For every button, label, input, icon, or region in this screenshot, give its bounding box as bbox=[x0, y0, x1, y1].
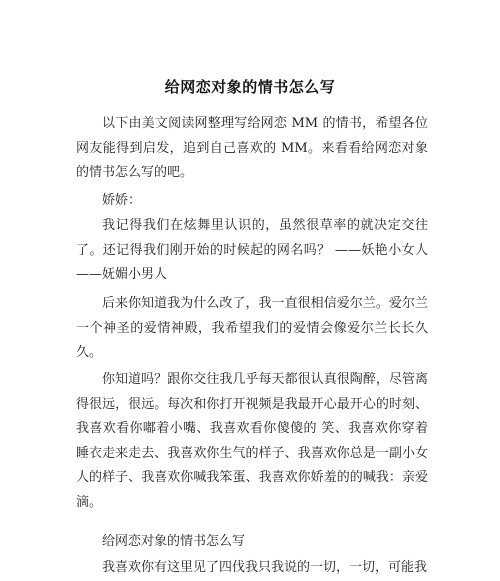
letter-paragraph-1: 我记得我们在炫舞里认识的，虽然很草率的就决定交往了。还记得我们刚开始的时候起的网名吗？ ——妖艳小女人——妩媚小男人 bbox=[76, 218, 428, 282]
letter-paragraph-4: 我喜欢你有这里见了四伐我只我说的一切，一切，可能我 bbox=[102, 560, 428, 575]
salutation: 娇娇： bbox=[102, 193, 142, 208]
document-title: 给网恋对象的情书怎么写 bbox=[164, 78, 336, 96]
letter-paragraph-2: 后来你知道我为什么改了，我一直很相信爱尔兰。爱尔兰一个神圣的爱情神殿，我希望我们的爱情会像爱尔兰长长久久。 bbox=[76, 296, 428, 360]
letter-paragraph-3: 你知道吗？跟你交往我几乎每天都很认真很陶醉，尽管离得很远，很远。每次和你打开视频是我最开心最开心的时刻、我喜欢看你嘟着小嘴、我喜欢看你傻傻的 笑、我喜欢你穿着睡衣走来走去、我喜欢你生气的样子、我喜欢你总是一副小女人的样子、我喜欢你喊我笨蛋、我喜欢你娇羞的的喊我：亲爱滴。 bbox=[76, 372, 428, 510]
section-heading: 给网恋对象的情书怎么写 bbox=[102, 534, 246, 549]
intro-paragraph: 以下由美文阅读网整理写给网恋 MM 的情书，希望各位网友能得到启发，追到自己喜欢的 MM。来看看给网恋对象的情书怎么写的吧。 bbox=[76, 116, 428, 180]
